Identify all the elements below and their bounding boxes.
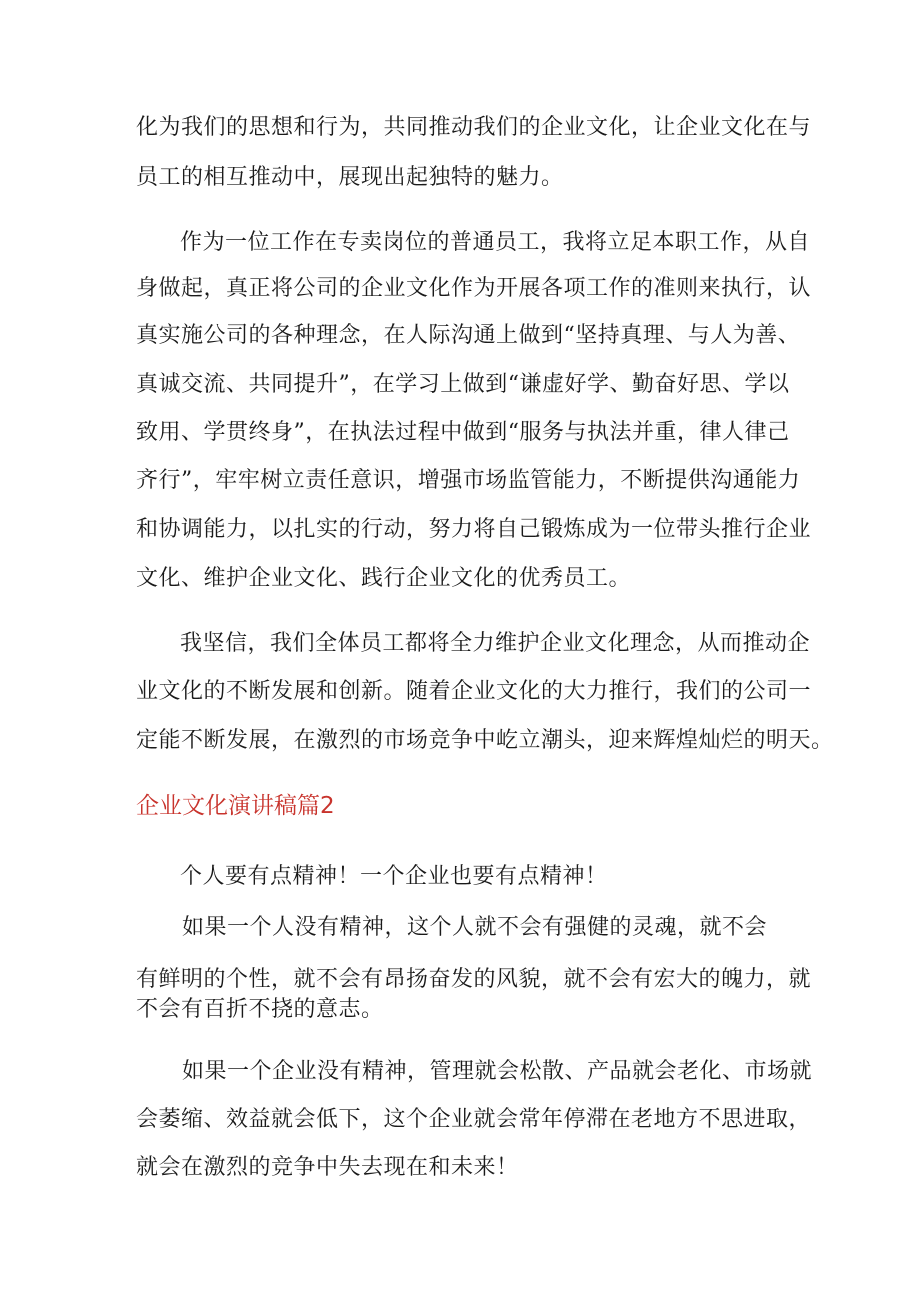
paragraph-3-line-1: 我坚信，我们全体员工都将全力维护企业文化理念，从而推动企: [180, 631, 811, 656]
paragraph-1-line-1: 化为我们的思想和行为，共同推动我们的企业文化，让企业文化在与: [136, 115, 812, 140]
section-2-line-6: 会萎缩、效益就会低下，这个企业就会常年停滞在老地方不思进取，: [136, 1107, 812, 1132]
section-2-line-5: 如果一个企业没有精神，管理就会松散、产品就会老化、市场就: [182, 1059, 813, 1084]
paragraph-2-line-4: 真诚交流、共同提升”，在学习上做到“谦虚好学、勤奋好思、学以: [136, 372, 790, 397]
paragraph-2-line-6: 齐行”，牢牢树立责任意识，增强市场监管能力，不断提供沟通能力: [136, 468, 801, 493]
section-2-line-4: 不会有百折不挠的意志。: [136, 997, 384, 1022]
paragraph-2-line-5: 致用、学贯终身”，在执法过程中做到“服务与执法并重，律人律己: [136, 420, 790, 445]
section-2-line-1: 个人要有点精神！一个企业也要有点精神！: [180, 864, 608, 889]
paragraph-2-line-1: 作为一位工作在专卖岗位的普通员工，我将立足本职工作，从自: [180, 230, 811, 255]
paragraph-2-line-2: 身做起，真正将公司的企业文化作为开展各项工作的准则来执行，认: [136, 276, 812, 301]
section-2-line-2: 如果一个人没有精神，这个人就不会有强健的灵魂，就不会: [182, 915, 768, 940]
paragraph-2-line-7: 和协调能力，以扎实的行动，努力将自己锻炼成为一位带头推行企业: [136, 517, 812, 542]
paragraph-2-line-8: 文化、维护企业文化、践行企业文化的优秀员工。: [136, 566, 632, 591]
paragraph-3-line-3: 定能不断发展，在激烈的市场竞争中屹立潮头，迎来辉煌灿烂的明天。: [136, 728, 834, 753]
paragraph-2-line-3: 真实施公司的各种理念，在人际沟通上做到“坚持真理、与人为善、: [136, 323, 801, 348]
section-heading: 企业文化演讲稿篇2: [136, 793, 335, 819]
paragraph-3-line-2: 业文化的不断发展和创新。随着企业文化的大力推行，我们的公司一: [136, 679, 812, 704]
paragraph-1-line-2: 员工的相互推动中，展现出起独特的魅力。: [136, 165, 564, 190]
section-2-line-3: 有鲜明的个性，就不会有昂扬奋发的风貌，就不会有宏大的魄力，就: [136, 967, 812, 992]
section-2-line-7: 就会在激烈的竞争中失去现在和未来！: [136, 1155, 519, 1180]
